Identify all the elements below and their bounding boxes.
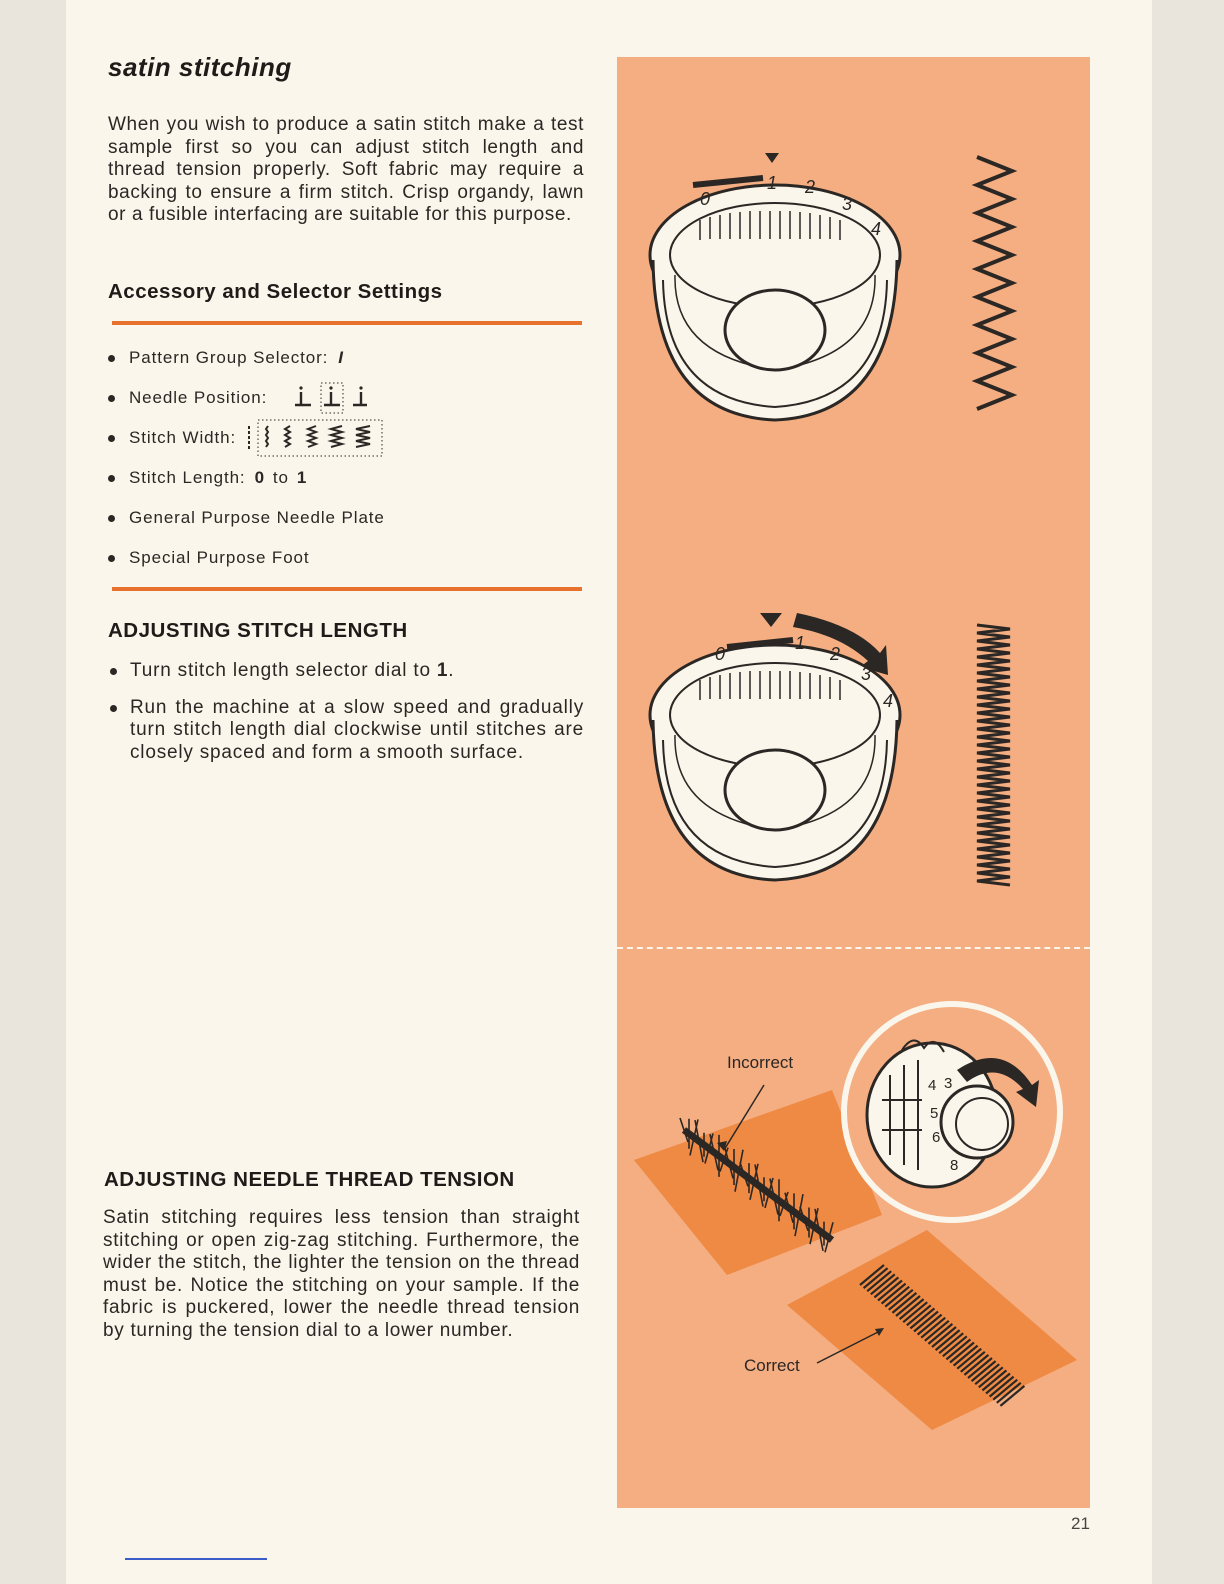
stitch-length-dial-turning-illustration: [645, 605, 905, 890]
bullet-icon: [108, 515, 115, 522]
correct-label: Correct: [744, 1356, 800, 1375]
tension-paragraph: Satin stitching requires less tension than straight stitching or open zig-zag stitching. Furthermore, the wider the stitch, the lighter the tension on the thread must be. Notice the stitching on your sample. If the fabric is puckered, lower the needle thread tension by turning the tension dial to a lower number.: [103, 1207, 580, 1341]
bullet-icon: [108, 475, 115, 482]
satin-stitch-sample: [972, 625, 1017, 885]
panel-divider: [617, 947, 1090, 949]
svg-text:6: 6: [932, 1129, 941, 1146]
bullet-icon: [108, 555, 115, 562]
bullet-icon: [108, 435, 115, 442]
svg-text:0: 0: [715, 644, 726, 664]
tension-illustration: [632, 1030, 1072, 1440]
stitch-length-dial-illustration: [645, 145, 905, 430]
intro-paragraph: When you wish to produce a satin stitch make a test sample first so you can adjust stitch length and thread tension properly. Soft fabric may require a backing to ensure a firm stitch. Crisp organdy, lawn or a fusible interfacing are suitable for this purpose.: [108, 114, 584, 226]
svg-text:8: 8: [950, 1157, 959, 1174]
svg-text:3: 3: [861, 664, 872, 684]
incorrect-label: Incorrect: [727, 1053, 794, 1072]
tension-heading: ADJUSTING NEEDLE THREAD TENSION: [104, 1168, 515, 1191]
needle-plate-item: General Purpose Needle Plate: [108, 498, 584, 538]
svg-text:2: 2: [830, 644, 841, 664]
page-title: satin stitching: [108, 52, 292, 82]
pattern-group-value: I: [338, 348, 344, 367]
svg-text:3: 3: [842, 194, 853, 214]
svg-text:2: 2: [805, 177, 816, 197]
svg-text:5: 5: [930, 1105, 939, 1122]
settings-list: [108, 338, 584, 578]
svg-text:0: 0: [700, 189, 711, 209]
pattern-group-item: Pattern Group Selector: I: [108, 338, 584, 378]
svg-text:4: 4: [928, 1077, 937, 1094]
foot-item: Special Purpose Foot: [108, 538, 584, 578]
stitch-length-steps: [108, 660, 584, 778]
open-zigzag-sample: [972, 157, 1022, 412]
needle-position-item: Needle Position:: [108, 378, 584, 418]
bullet-icon: [108, 355, 115, 362]
settings-heading: Accessory and Selector Settings: [108, 280, 443, 303]
svg-text:4: 4: [883, 691, 894, 711]
needle-position-icons: [295, 382, 395, 414]
stitch-width-item: Stitch Width:: [108, 418, 584, 458]
step-item: Run the machine at a slow speed and gradually turn stitch length dial clockwise until stitches are closely spaced and form a smooth surface.: [108, 697, 584, 765]
stitch-length-heading: ADJUSTING STITCH LENGTH: [108, 619, 408, 642]
bullet-icon: [108, 395, 115, 402]
top-rule: [112, 321, 582, 325]
svg-text:1: 1: [795, 633, 806, 653]
scan-mark: [125, 1558, 267, 1560]
svg-text:3: 3: [944, 1075, 953, 1092]
svg-text:4: 4: [871, 219, 882, 239]
page-number: 21: [1071, 1514, 1090, 1533]
svg-text:1: 1: [767, 173, 778, 193]
stitch-length-item: Stitch Length: 0 to 1: [108, 458, 584, 498]
bottom-rule: [112, 587, 582, 591]
stitch-width-icons: [244, 418, 394, 458]
step-item: Turn stitch length selector dial to 1.: [108, 660, 584, 683]
